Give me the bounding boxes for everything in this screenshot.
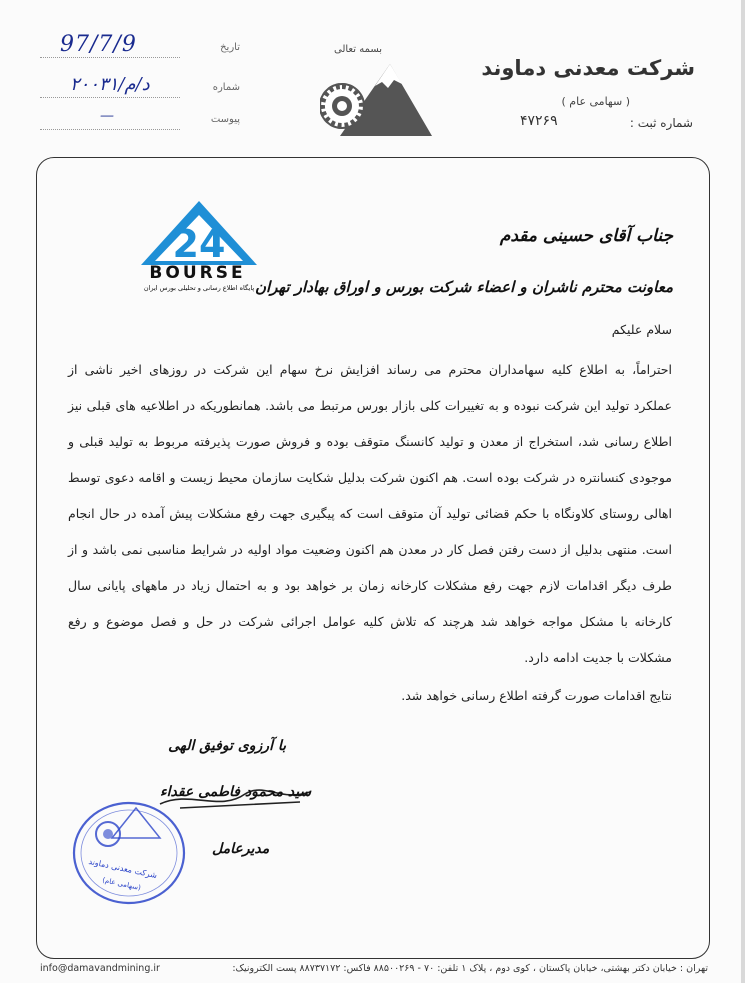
bourse-tagline: پایگاه اطلاع رسانی و تحلیلی بورس ایران [143, 284, 255, 292]
scrollbar-edge [741, 0, 745, 983]
registration-number: ۴۷۲۶۹ [520, 113, 558, 129]
body-line: طرف دیگر اقدامات لازم جهت رفع مشکلات کارخانه زمان بر خواهد بود و به احتمال زیاد در ماههای پایانی سال [68, 578, 672, 593]
closing-line: نتایج اقدامات صورت گرفته اطلاع رسانی خواهد شد. [401, 688, 672, 703]
date-value: 97/7/9 [60, 32, 137, 57]
date-underline [40, 57, 180, 58]
date-row [40, 32, 240, 62]
attachment-underline [40, 129, 180, 130]
signature-wish: با آرزوی توفیق الهی [168, 738, 286, 754]
greeting: سلام علیکم [611, 322, 672, 337]
attachment-row [40, 108, 240, 134]
company-logo-icon [320, 56, 435, 141]
company-stamp-icon [70, 798, 188, 908]
number-row [40, 74, 240, 102]
bourse-brand: BOURSE [149, 263, 246, 283]
svg-text:24: 24 [172, 222, 226, 266]
signatory-title: مدیرعامل [212, 841, 270, 857]
body-line: اطلاع رسانی شد، استخراج از معدن و تولید کانسنگ متوقف بوده و فروش صورت پذیرفته مربوط به تولید قبلی و [68, 434, 672, 449]
body-line: مشکلات با جدیت ادامه دارد. [524, 650, 672, 665]
body-line: موجودی کنسانتره در شرکت بوده است. هم اکنون شرکت بدلیل شکایت سازمان محیط زیست و اقامه دعوی توسط [68, 470, 672, 485]
stamp-company-name: شرکت معدنی دماوند [87, 856, 158, 881]
number-underline [40, 97, 180, 98]
footer-email[interactable]: info@damavandmining.ir [40, 963, 160, 974]
body-line: احتراماً، به اطلاع کلیه سهامداران محترم می رساند افزایش نرخ سهام این شرکت در روزهای اخیر ناشی از [68, 362, 672, 377]
bourse-24-logo-icon [135, 199, 263, 269]
company-name: شرکت معدنی دماوند [481, 56, 695, 80]
attachment-value: — [100, 108, 115, 124]
registration-label: شماره ثبت : [629, 116, 693, 130]
body-line: است. منتهی بدلیل از دست رفتن فصل کار در معدن هم اکنون وضعیت مواد اولیه در شرایط مناسبی نمی باشد و از [68, 542, 672, 557]
body-line: عملکرد تولید این شرکت نبوده و به تغییرات کلی بازار بورس مرتبط می باشد. همانطوریکه در اطلاعیه های قبلی نیز [68, 398, 672, 413]
basmala: بسمه تعالی [334, 44, 383, 55]
recipient-name: جناب آقای حسینی مقدم [499, 226, 673, 246]
date-label: تاریخ [220, 42, 240, 53]
body-line: اهالی روستای کلاونگاه با حکم قضائی تولید آن متوقف است که پیگیری جهت رفع مشکلات پیش آمده در حال انجام [68, 506, 672, 521]
number-value: د/م/۲۰۰۳۱ [70, 74, 150, 95]
attachment-label: پیوست [210, 114, 240, 125]
body-line: کارخانه با مشکل مواجه خواهد شد هرچند که تلاش کلیه عوامل اجرائی شرکت در حل و فصل موضوع و رفع [68, 614, 672, 629]
company-type: ( سهامی عام ) [561, 95, 630, 108]
signatory-name: سید محمود فاطمی عقداء [160, 784, 312, 800]
stamp-company-type: (سهامی عام) [101, 876, 142, 892]
number-label: شماره [212, 82, 240, 93]
footer-address: تهران : خیابان دکتر بهشتی، خیابان پاکستان ، کوی دوم ، پلاک ۱ تلفن: ۷۰ - ۸۸۵۰۰۲۶۹ فاکس: ۸۸۷۳۷۱۷۲ پست الکترونیک: [232, 963, 708, 974]
recipient-title: معاونت محترم ناشران و اعضاء شرکت بورس و اوراق بهادار تهران [255, 278, 673, 296]
